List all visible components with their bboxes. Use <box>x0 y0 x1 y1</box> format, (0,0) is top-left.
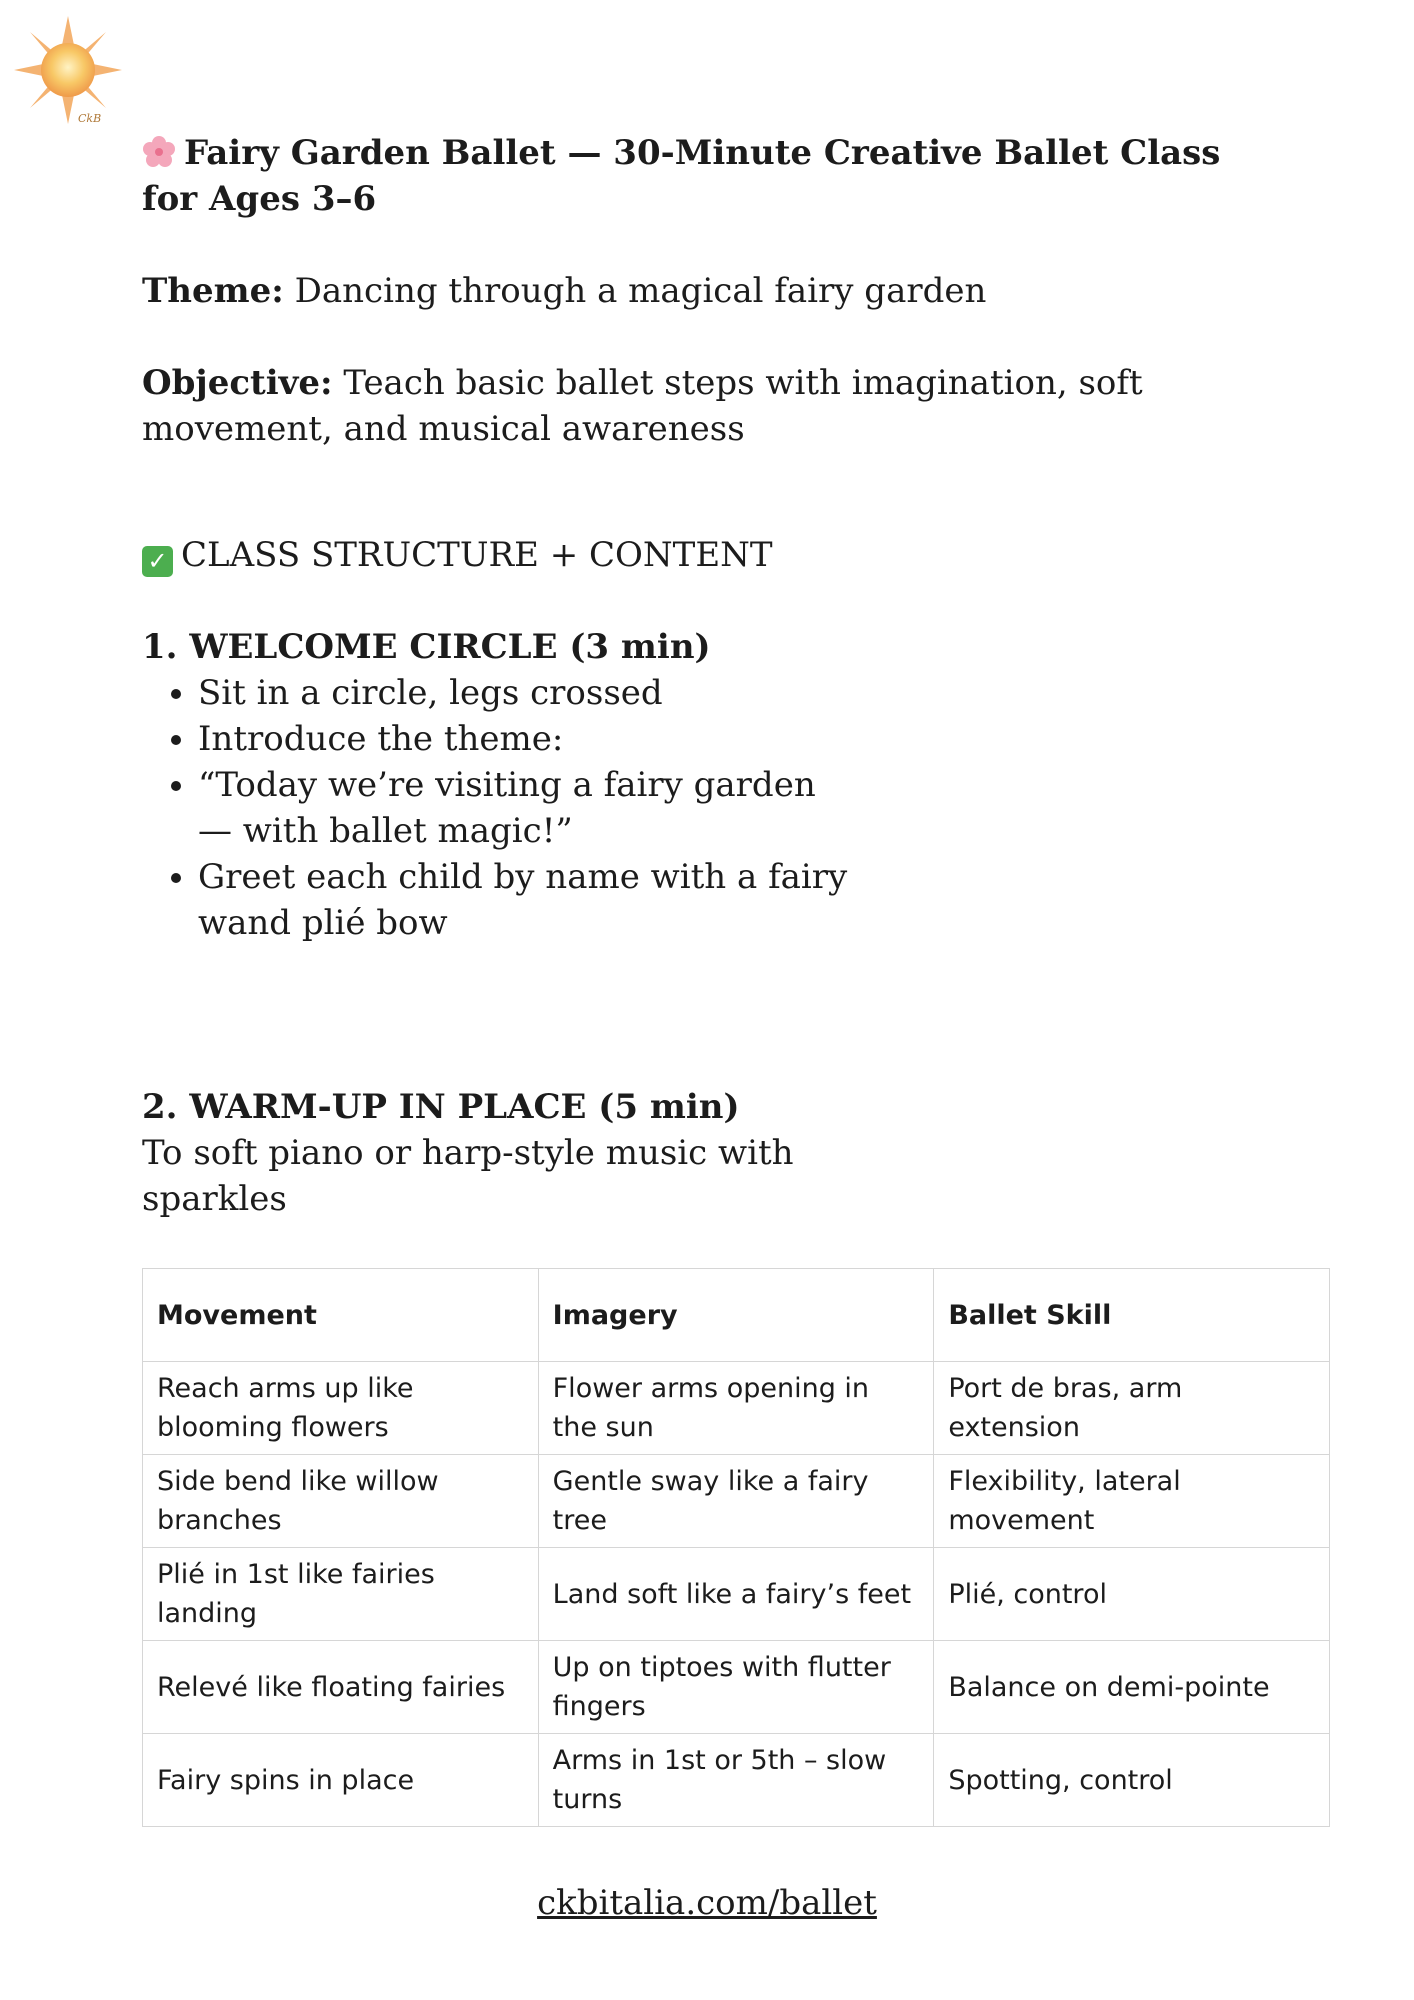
page-title <box>142 130 1272 222</box>
class-structure-text: CLASS STRUCTURE + CONTENT <box>181 535 773 575</box>
sun-logo-graphic <box>12 14 124 126</box>
document-body <box>142 130 1342 1222</box>
theme-line <box>142 268 1342 314</box>
column-header-ballet-skill: Ballet Skill <box>934 1269 1330 1362</box>
table-header-row <box>143 1269 1330 1362</box>
table-cell: Balance on demi-pointe <box>934 1641 1330 1734</box>
objective-text: Teach basic ballet steps with imagination, soft movement, and musical awareness <box>142 363 1143 449</box>
sun-logo <box>12 14 124 126</box>
table-cell: Land soft like a fairy’s feet <box>538 1548 934 1641</box>
list-item: • “Today we’re visiting a fairy garden — with ballet magic!” <box>198 762 858 854</box>
table-cell: Plié, control <box>934 1548 1330 1641</box>
table-cell: Reach arms up like blooming flowers <box>143 1362 539 1455</box>
list-item: • Sit in a circle, legs crossed <box>198 670 858 716</box>
table-cell: Side bend like willow branches <box>143 1455 539 1548</box>
column-header-imagery: Imagery <box>538 1269 934 1362</box>
table-cell: Plié in 1st like fairies landing <box>143 1548 539 1641</box>
table-cell: Gentle sway like a fairy tree <box>538 1455 934 1548</box>
check-mark-icon: ✓ <box>142 546 173 577</box>
table-cell: Relevé like floating fairies <box>143 1641 539 1734</box>
column-header-movement: Movement <box>143 1269 539 1362</box>
cherry-blossom-icon <box>142 135 176 169</box>
table-row <box>143 1734 1330 1827</box>
table-cell: Port de bras, arm extension <box>934 1362 1330 1455</box>
warm-up-heading: 2. WARM-UP IN PLACE (5 min) <box>142 1087 740 1127</box>
page-title-text: Fairy Garden Ballet — 30-Minute Creative Ballet Class for Ages 3–6 <box>142 133 1221 219</box>
objective-label: Objective: <box>142 363 333 403</box>
table-cell: Flexibility, lateral movement <box>934 1455 1330 1548</box>
footer-link[interactable]: ckbitalia.com/ballet <box>537 1883 877 1923</box>
table-cell: Up on tiptoes with flutter fingers <box>538 1641 934 1734</box>
table-cell: Flower arms opening in the sun <box>538 1362 934 1455</box>
welcome-circle-heading: 1. WELCOME CIRCLE (3 min) <box>142 627 711 667</box>
table-cell: Fairy spins in place <box>143 1734 539 1827</box>
warm-up-table <box>142 1268 1330 1827</box>
welcome-circle-list <box>142 670 858 946</box>
table-cell: Arms in 1st or 5th – slow turns <box>538 1734 934 1827</box>
table-cell: Spotting, control <box>934 1734 1330 1827</box>
table-row <box>143 1641 1330 1734</box>
warm-up-subtitle: To soft piano or harp-style music with sparkles <box>142 1133 794 1219</box>
objective-line <box>142 360 1292 452</box>
list-item: • Greet each child by name with a fairy wand plié bow <box>198 854 858 946</box>
table-row <box>143 1455 1330 1548</box>
table-row <box>143 1548 1330 1641</box>
table-row <box>143 1362 1330 1455</box>
theme-text: Dancing through a magical fairy garden <box>283 271 987 311</box>
theme-label: Theme: <box>142 271 284 311</box>
logo-initials: CkB <box>78 112 102 125</box>
list-item: • Introduce the theme: <box>198 716 858 762</box>
class-structure-heading <box>142 532 1342 578</box>
